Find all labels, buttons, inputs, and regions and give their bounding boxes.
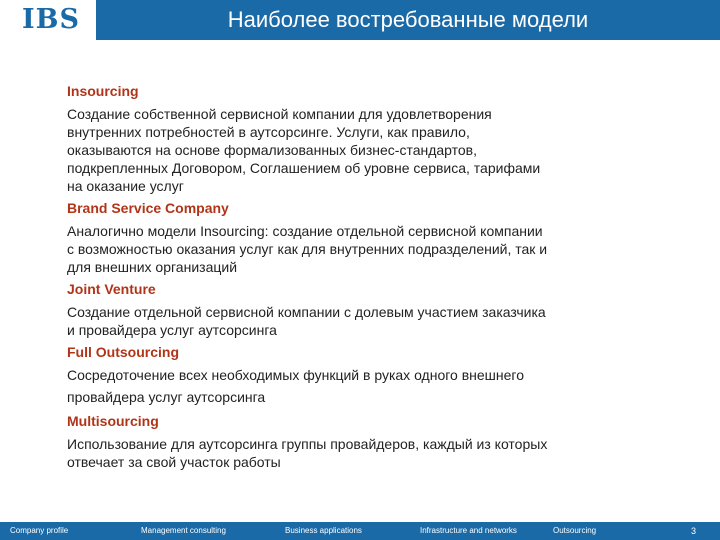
model-item-full-outsourcing bbox=[67, 343, 637, 408]
page-title: Наиболее востребованные модели bbox=[227, 7, 589, 32]
model-description: Создание отдельной сервисной компании с долевым участием заказчика и провайдера услуг аутсорсинга bbox=[67, 304, 546, 338]
model-item-multisourcing bbox=[67, 412, 637, 471]
footer-link-outsourcing[interactable]: Outsourcing bbox=[553, 526, 597, 535]
model-description: Сосредоточение всех необходимых функций в руках одного внешнего провайдера услуг аутсорсинга bbox=[67, 367, 525, 405]
model-title: Full Outsourcing bbox=[67, 344, 179, 360]
footer-link-company-profile[interactable]: Company profile bbox=[10, 526, 69, 535]
page-number: 3 bbox=[690, 526, 696, 536]
footer-link-business-applications[interactable]: Business applications bbox=[285, 526, 362, 535]
logo-text: IBS bbox=[22, 4, 80, 35]
model-title: Joint Venture bbox=[67, 281, 156, 297]
content bbox=[67, 82, 637, 475]
model-item-insourcing bbox=[67, 82, 637, 195]
model-item-brand-service-company bbox=[67, 199, 637, 276]
model-title: Insourcing bbox=[67, 83, 139, 99]
footer-nav bbox=[0, 522, 720, 540]
model-description: Аналогично модели Insourcing: создание отдельной сервисной компании с возможностью оказания услуг как для внутренних подразделений, так и для внешних организаций bbox=[67, 223, 548, 275]
header-bar bbox=[0, 0, 720, 40]
model-title: Multisourcing bbox=[67, 413, 159, 429]
footer-link-management-consulting[interactable]: Management consulting bbox=[141, 526, 226, 535]
footer-link-infrastructure-networks[interactable]: Infrastructure and networks bbox=[420, 526, 517, 535]
model-description: Создание собственной сервисной компании для удовлетворения внутренних потребностей в аутсорсинге. Услуги, как правило, оказываются на основе формализованных бизнес-стандартов, подкрепленных Договором, Соглашением об уровне сервиса, тарифами на оказание услуг bbox=[67, 106, 541, 194]
model-item-joint-venture bbox=[67, 280, 637, 339]
logo[interactable] bbox=[0, 0, 96, 40]
model-description: Использование для аутсорсинга группы провайдеров, каждый из которых отвечает за свой участок работы bbox=[67, 436, 548, 470]
model-title: Brand Service Company bbox=[67, 200, 229, 216]
